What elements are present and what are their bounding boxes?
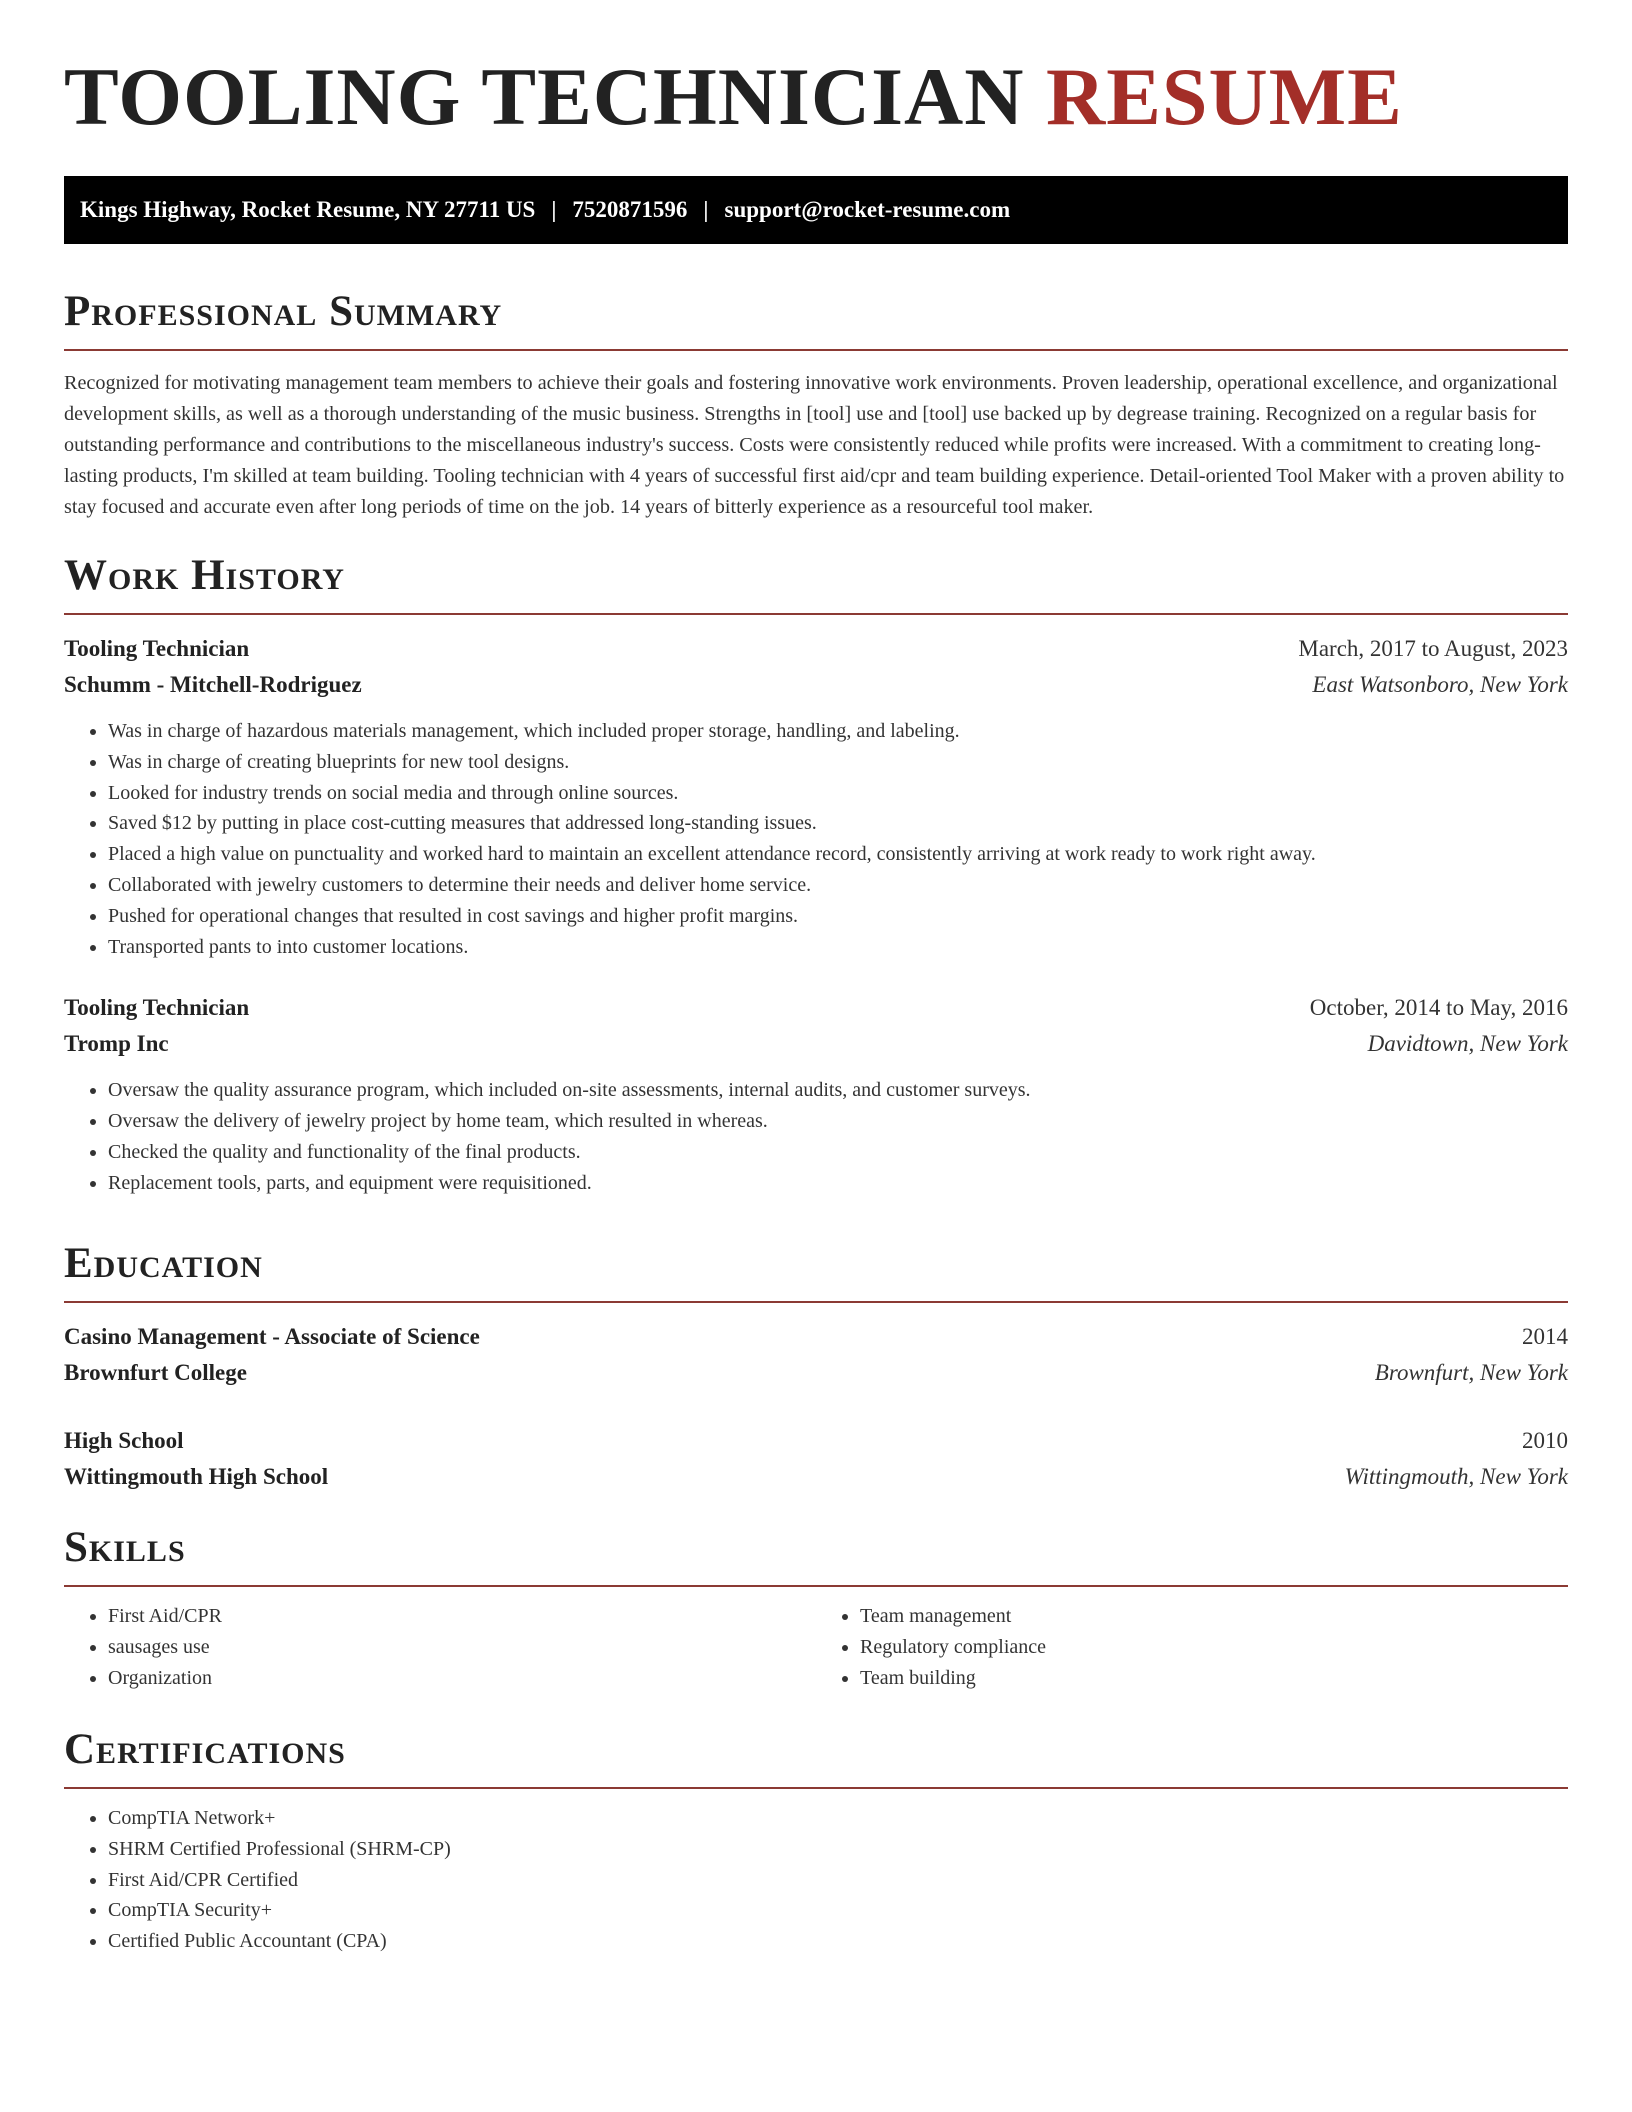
section-rule [64, 613, 1568, 615]
education-school-row [64, 1459, 1568, 1495]
contact-bar [64, 176, 1568, 244]
title-accent: RESUME [1045, 51, 1403, 142]
education-location: Brownfurt, New York [1374, 1360, 1568, 1385]
list-item: • Oversaw the delivery of jewelry project by home team, which resulted in whereas. [108, 1106, 1568, 1137]
skill-item: • Regulatory compliance [860, 1632, 1568, 1663]
skill-item: • Organization [108, 1663, 816, 1694]
certifications-section [64, 1728, 1568, 1957]
job-entry [64, 990, 1568, 1198]
education-school: Wittingmouth High School [64, 1464, 329, 1489]
education-school-row [64, 1355, 1568, 1391]
summary-text: Recognized for motivating management team members to achieve their goals and fostering innovative work environments. Proven leadership, operational excellence, and organizational development skills, as well as a thorough understanding of the music business. Strengths in [tool] use and [tool] use backed up by degrease training. Recognized on a regular basis for outstanding performance and contributions to the miscellaneous industry's success. Costs were consistently reduced while profits were increased. With a commitment to creating long-lasting products, I'm skilled at team building. Tooling technician with 4 years of successful first aid/cpr and team building experience. Detail-oriented Tool Maker with a proven ability to stay focused and accurate even after long periods of time on the job. 14 years of bitterly experience as a resourceful tool maker. [64, 372, 1565, 518]
job-title: Tooling Technician [64, 636, 250, 661]
certifications-heading: Certifications [64, 1726, 346, 1773]
contact-separator: | [703, 197, 709, 222]
certification-item: • First Aid/CPR Certified [108, 1865, 1568, 1896]
certification-item: • CompTIA Network+ [108, 1803, 1568, 1834]
education-degree-row [64, 1423, 1568, 1459]
job-header-row [64, 990, 1568, 1026]
certification-item: • Certified Public Accountant (CPA) [108, 1926, 1568, 1957]
list-item: • Placed a high value on punctuality and worked hard to maintain an excellent attendance record, consistently arriving at work ready to work right away. [108, 839, 1568, 870]
list-item: • Checked the quality and functionality of the final products. [108, 1137, 1568, 1168]
education-entry [64, 1423, 1568, 1495]
skills-columns [64, 1601, 1568, 1693]
list-item: • Was in charge of hazardous materials management, which included proper storage, handling, and labeling. [108, 716, 1568, 747]
contact-phone: 7520871596 [572, 197, 688, 222]
list-item: • Pushed for operational changes that resulted in cost savings and higher profit margins. [108, 901, 1568, 932]
job-dates: March, 2017 to August, 2023 [1298, 636, 1568, 661]
skills-list-left [64, 1601, 816, 1693]
summary-heading: Professional Summary [64, 288, 503, 335]
job-company: Schumm - Mitchell-Rodriguez [64, 672, 362, 697]
list-item: • Oversaw the quality assurance program, which included on-site assessments, internal audits, and customer surveys. [108, 1075, 1568, 1106]
summary-section [64, 290, 1568, 523]
job-header-row [64, 631, 1568, 667]
certification-item: • SHRM Certified Professional (SHRM-CP) [108, 1834, 1568, 1865]
section-rule [64, 1585, 1568, 1587]
job-duties [64, 716, 1568, 962]
list-item: • Was in charge of creating blueprints for new tool designs. [108, 747, 1568, 778]
skill-item: • sausages use [108, 1632, 816, 1663]
certifications-list [64, 1803, 1568, 1957]
job-duties [64, 1075, 1568, 1198]
education-degree: High School [64, 1428, 184, 1453]
contact-separator: | [551, 197, 557, 222]
job-company-row [64, 667, 1568, 703]
skill-item: • First Aid/CPR [108, 1601, 816, 1632]
job-location: Davidtown, New York [1367, 1031, 1568, 1057]
job-company: Tromp Inc [64, 1031, 169, 1057]
job-dates: October, 2014 to May, 2016 [1309, 995, 1568, 1021]
list-item: • Collaborated with jewelry customers to determine their needs and deliver home service. [108, 870, 1568, 901]
education-heading: Education [64, 1240, 263, 1287]
list-item: • Looked for industry trends on social media and through online sources. [108, 778, 1568, 809]
skills-list-right [816, 1601, 1568, 1693]
job-entry [64, 631, 1568, 962]
certification-item: • CompTIA Security+ [108, 1895, 1568, 1926]
education-entry [64, 1319, 1568, 1391]
resume-title [64, 51, 1403, 142]
job-company-row [64, 1026, 1568, 1062]
education-location: Wittingmouth, New York [1344, 1464, 1568, 1489]
job-location: East Watsonboro, New York [1312, 672, 1568, 697]
skills-heading: Skills [64, 1524, 186, 1571]
section-rule [64, 1787, 1568, 1789]
job-title: Tooling Technician [64, 995, 250, 1021]
work-history-heading: Work History [64, 552, 345, 599]
contact-address: Kings Highway, Rocket Resume, NY 27711 US [80, 197, 536, 222]
education-section [64, 1242, 1568, 1495]
skills-section [64, 1526, 1568, 1693]
education-school: Brownfurt College [64, 1360, 247, 1385]
education-year: 2010 [1522, 1428, 1568, 1453]
section-rule [64, 349, 1568, 351]
list-item: • Transported pants to into customer locations. [108, 932, 1568, 963]
education-degree-row [64, 1319, 1568, 1355]
contact-email: support@rocket-resume.com [724, 197, 1011, 222]
work-history-section [64, 554, 1568, 1199]
section-rule [64, 1301, 1568, 1303]
list-item: • Replacement tools, parts, and equipment were requisitioned. [108, 1168, 1568, 1199]
skill-item: • Team building [860, 1663, 1568, 1694]
title-main: TOOLING TECHNICIAN [64, 51, 1025, 142]
education-degree: Casino Management - Associate of Science [64, 1324, 480, 1349]
skill-item: • Team management [860, 1601, 1568, 1632]
education-year: 2014 [1522, 1324, 1568, 1349]
list-item: • Saved $12 by putting in place cost-cutting measures that addressed long-standing issues. [108, 808, 1568, 839]
